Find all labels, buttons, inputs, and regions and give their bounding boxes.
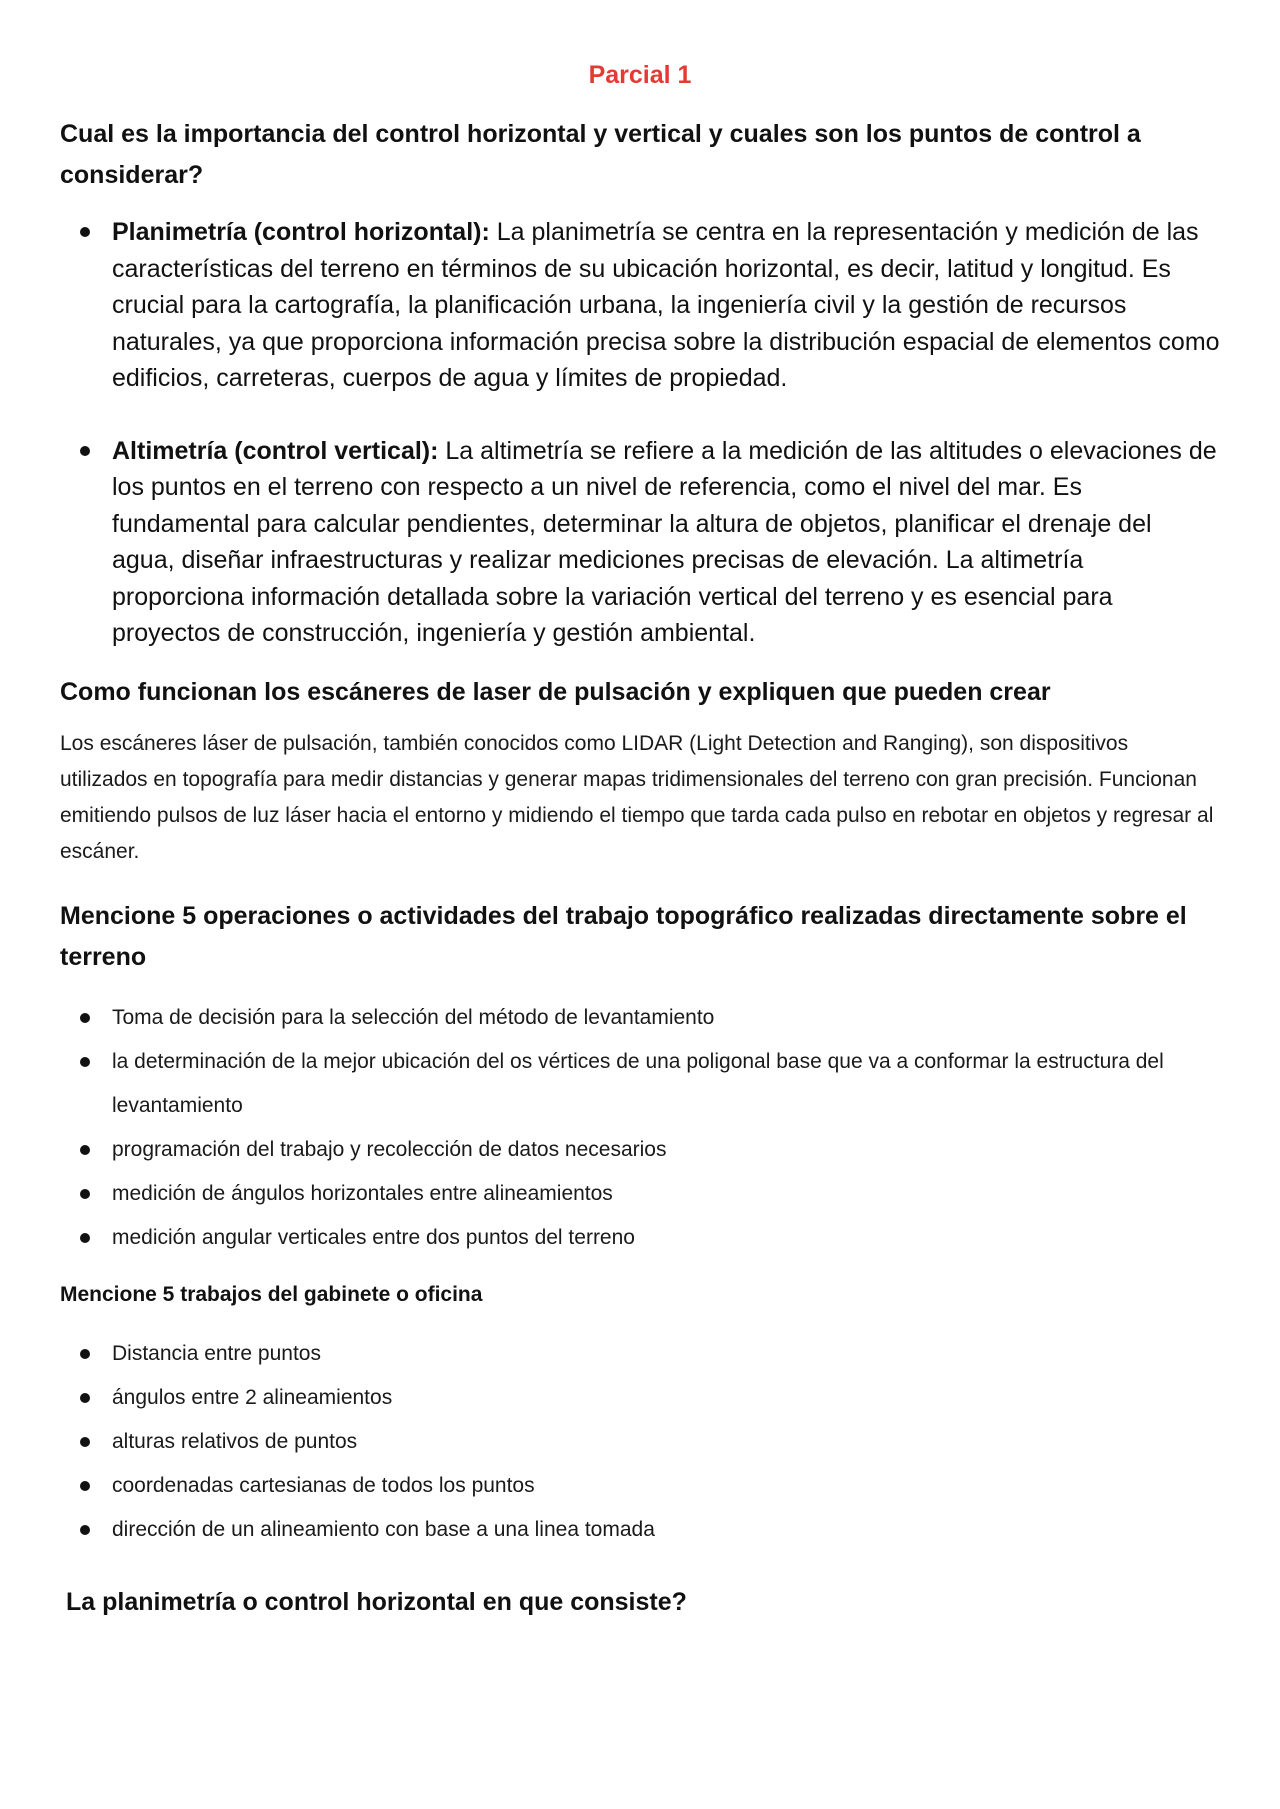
- list-item: [112, 1464, 1220, 1508]
- bullet-icon: [80, 1233, 90, 1243]
- list-item: [112, 1128, 1220, 1172]
- bullet-list-office-work: [60, 1332, 1220, 1552]
- list-item: [112, 1040, 1220, 1128]
- bullet-icon: [80, 446, 90, 456]
- question-heading-4: Mencione 5 trabajos del gabinete o oficina: [60, 1282, 483, 1306]
- list-item: [112, 1172, 1220, 1216]
- item-text: La altimetría se refiere a la medición de las altitudes o elevaciones de los puntos en el terreno con respecto a un nivel de referencia, como el nivel del mar. Es fundamental para calcular pendientes, determinar la altura de objetos, planificar el drenaje del agua, diseñar infraestructuras y realizar mediciones precisas de elevación. La altimetría proporciona información detallada sobre la variación vertical del terreno y es esencial para proyectos de construcción, ingeniería y gestión ambiental.: [112, 436, 1217, 647]
- bullet-list-control: [60, 214, 1220, 652]
- item-label: Planimetría (control horizontal):: [112, 218, 490, 246]
- bullet-icon: [80, 1057, 90, 1067]
- bullet-icon: [80, 1481, 90, 1491]
- list-item: [112, 1420, 1220, 1464]
- item-text: ángulos entre 2 alineamientos: [112, 1385, 393, 1409]
- lidar-paragraph: Los escáneres láser de pulsación, también conocidos como LIDAR (Light Detection and Ranging), son dispositivos utilizados en topografía para medir distancias y generar mapas tridimensionales del terreno con gran precisión. Funcionan emitiendo pulsos de luz láser hacia el entorno y midiendo el tiempo que tarda cada pulso en rebotar en objetos y regresar al escáner.: [60, 731, 1214, 863]
- list-item: [112, 1376, 1220, 1420]
- bullet-icon: [80, 1145, 90, 1155]
- bullet-icon: [80, 227, 90, 237]
- item-text: medición de ángulos horizontales entre alineamientos: [112, 1181, 613, 1205]
- question-heading-5: La planimetría o control horizontal en que consiste?: [66, 1587, 687, 1616]
- item-text: la determinación de la mejor ubicación del os vértices de una poligonal base que va a conformar la estructura del levantamiento: [112, 1049, 1164, 1117]
- list-item: [112, 1216, 1220, 1260]
- bullet-list-field-operations: [60, 996, 1220, 1260]
- item-text: dirección de un alineamiento con base a una linea tomada: [112, 1517, 655, 1541]
- list-item: [112, 996, 1220, 1040]
- question-heading-3: Mencione 5 operaciones o actividades del trabajo topográfico realizadas directamente sobre el terreno: [60, 901, 1187, 971]
- list-item: [112, 1332, 1220, 1376]
- bullet-icon: [80, 1189, 90, 1199]
- item-text: Toma de decisión para la selección del método de levantamiento: [112, 1005, 715, 1029]
- bullet-icon: [80, 1525, 90, 1535]
- bullet-icon: [80, 1349, 90, 1359]
- bullet-icon: [80, 1437, 90, 1447]
- list-item: [112, 433, 1220, 652]
- page-title: Parcial 1: [588, 61, 692, 89]
- question-heading-1: Cual es la importancia del control horizontal y vertical y cuales son los puntos de control a considerar?: [60, 120, 1141, 189]
- question-heading-2: Como funcionan los escáneres de laser de pulsación y expliquen que pueden crear: [60, 677, 1051, 706]
- bullet-icon: [80, 1013, 90, 1023]
- list-item: [112, 214, 1220, 397]
- item-text: La planimetría se centra en la representación y medición de las características del terreno en términos de su ubicación horizontal, es decir, latitud y longitud. Es crucial para la cartografía, la planificación urbana, la ingeniería civil y la gestión de recursos naturales, ya que proporciona información precisa sobre la distribución espacial de elementos como edificios, carreteras, cuerpos de agua y límites de propiedad.: [112, 218, 1220, 392]
- item-text: coordenadas cartesianas de todos los puntos: [112, 1473, 535, 1497]
- list-item: [112, 1508, 1220, 1552]
- item-label: Altimetría (control vertical):: [112, 436, 439, 465]
- item-text: alturas relativos de puntos: [112, 1429, 358, 1453]
- item-text: Distancia entre puntos: [112, 1341, 321, 1365]
- item-text: medición angular verticales entre dos puntos del terreno: [112, 1225, 635, 1249]
- bullet-icon: [80, 1393, 90, 1403]
- item-text: programación del trabajo y recolección de datos necesarios: [112, 1137, 667, 1161]
